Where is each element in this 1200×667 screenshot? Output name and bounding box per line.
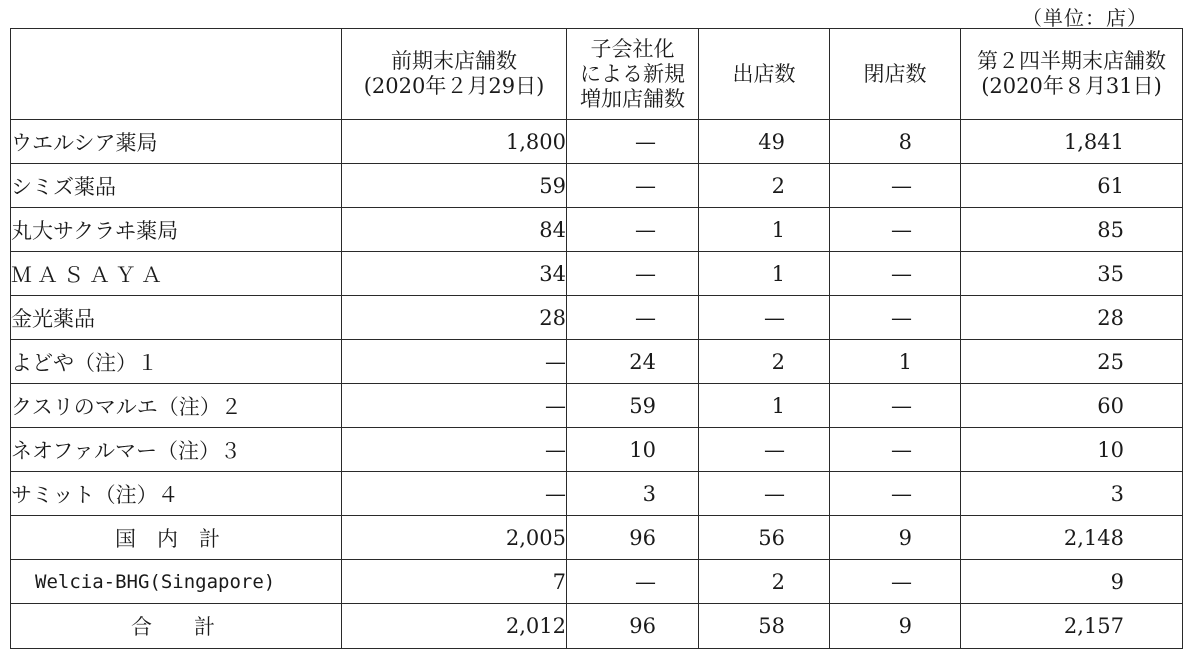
table-row xyxy=(11,428,1183,472)
q2-end-stores: 85 xyxy=(961,208,1183,252)
prior-stores: 2,005 xyxy=(342,516,567,560)
store-name: 丸大サクラヰ薬局 xyxy=(11,208,342,252)
closings: — xyxy=(830,560,961,604)
table-row xyxy=(11,560,1183,604)
closings: — xyxy=(830,384,961,428)
header-closings: 閉店数 xyxy=(830,29,961,120)
openings: — xyxy=(699,428,830,472)
prior-stores: 28 xyxy=(342,296,567,340)
store-name: シミズ薬品 xyxy=(11,164,342,208)
q2-end-stores: 9 xyxy=(961,560,1183,604)
closings: 1 xyxy=(830,340,961,384)
table-row xyxy=(11,384,1183,428)
table-row xyxy=(11,164,1183,208)
prior-stores: — xyxy=(342,340,567,384)
q2-end-stores: 2,157 xyxy=(961,604,1183,649)
openings: 1 xyxy=(699,252,830,296)
openings: 56 xyxy=(699,516,830,560)
store-name: ネオファルマー（注）３ xyxy=(11,428,342,472)
closings: — xyxy=(830,472,961,516)
q2-end-stores: 3 xyxy=(961,472,1183,516)
new-subsidiary-stores: — xyxy=(567,164,699,208)
closings: 9 xyxy=(830,604,961,649)
closings: — xyxy=(830,164,961,208)
prior-stores: — xyxy=(342,384,567,428)
closings: 8 xyxy=(830,120,961,164)
header-new-subsidiary-stores: 子会社化 による新規 増加店舗数 xyxy=(567,29,699,120)
openings: 2 xyxy=(699,340,830,384)
store-name: クスリのマルエ（注）２ xyxy=(11,384,342,428)
openings: 2 xyxy=(699,164,830,208)
closings: — xyxy=(830,252,961,296)
header-openings: 出店数 xyxy=(699,29,830,120)
closings: — xyxy=(830,428,961,472)
store-name: 金光薬品 xyxy=(11,296,342,340)
q2-end-stores: 25 xyxy=(961,340,1183,384)
openings: 2 xyxy=(699,560,830,604)
subtotal-row xyxy=(11,516,1183,560)
total-row xyxy=(11,604,1183,649)
new-subsidiary-stores: — xyxy=(567,252,699,296)
new-subsidiary-stores: — xyxy=(567,296,699,340)
q2-end-stores: 1,841 xyxy=(961,120,1183,164)
openings: 1 xyxy=(699,208,830,252)
closings: 9 xyxy=(830,516,961,560)
store-name: ＭＡＳＡＹＡ xyxy=(11,252,342,296)
q2-end-stores: 10 xyxy=(961,428,1183,472)
openings: 49 xyxy=(699,120,830,164)
prior-stores: 7 xyxy=(342,560,567,604)
unit-label: （単位：店） xyxy=(1022,6,1148,30)
new-subsidiary-stores: 96 xyxy=(567,516,699,560)
openings: — xyxy=(699,472,830,516)
new-subsidiary-stores: 96 xyxy=(567,604,699,649)
store-name: サミット（注）４ xyxy=(11,472,342,516)
table-row xyxy=(11,208,1183,252)
store-name: よどや（注）１ xyxy=(11,340,342,384)
table-row xyxy=(11,296,1183,340)
q2-end-stores: 2,148 xyxy=(961,516,1183,560)
closings: — xyxy=(830,296,961,340)
new-subsidiary-stores: — xyxy=(567,208,699,252)
prior-stores: 2,012 xyxy=(342,604,567,649)
openings: 1 xyxy=(699,384,830,428)
q2-end-stores: 28 xyxy=(961,296,1183,340)
store-count-table xyxy=(10,28,1183,649)
store-name: Welcia-BHG(Singapore) xyxy=(11,560,342,604)
openings: — xyxy=(699,296,830,340)
table-row xyxy=(11,252,1183,296)
subtotal-label: 国 内 計 xyxy=(11,516,342,560)
q2-end-stores: 61 xyxy=(961,164,1183,208)
table-row xyxy=(11,472,1183,516)
table-row xyxy=(11,120,1183,164)
header-name-col xyxy=(11,29,342,120)
q2-end-stores: 60 xyxy=(961,384,1183,428)
prior-stores: 1,800 xyxy=(342,120,567,164)
prior-stores: 59 xyxy=(342,164,567,208)
total-label: 合 計 xyxy=(11,604,342,649)
new-subsidiary-stores: 59 xyxy=(567,384,699,428)
new-subsidiary-stores: 10 xyxy=(567,428,699,472)
new-subsidiary-stores: — xyxy=(567,120,699,164)
prior-stores: — xyxy=(342,428,567,472)
prior-stores: — xyxy=(342,472,567,516)
new-subsidiary-stores: 24 xyxy=(567,340,699,384)
store-name: ウエルシア薬局 xyxy=(11,120,342,164)
prior-stores: 84 xyxy=(342,208,567,252)
prior-stores: 34 xyxy=(342,252,567,296)
header-prior-period-stores: 前期末店舗数 (2020年２月29日) xyxy=(342,29,567,120)
new-subsidiary-stores: 3 xyxy=(567,472,699,516)
closings: — xyxy=(830,208,961,252)
openings: 58 xyxy=(699,604,830,649)
new-subsidiary-stores: — xyxy=(567,560,699,604)
q2-end-stores: 35 xyxy=(961,252,1183,296)
table-row xyxy=(11,340,1183,384)
header-row xyxy=(11,29,1183,120)
header-q2-end-stores: 第２四半期末店舗数 (2020年８月31日) xyxy=(961,29,1183,120)
